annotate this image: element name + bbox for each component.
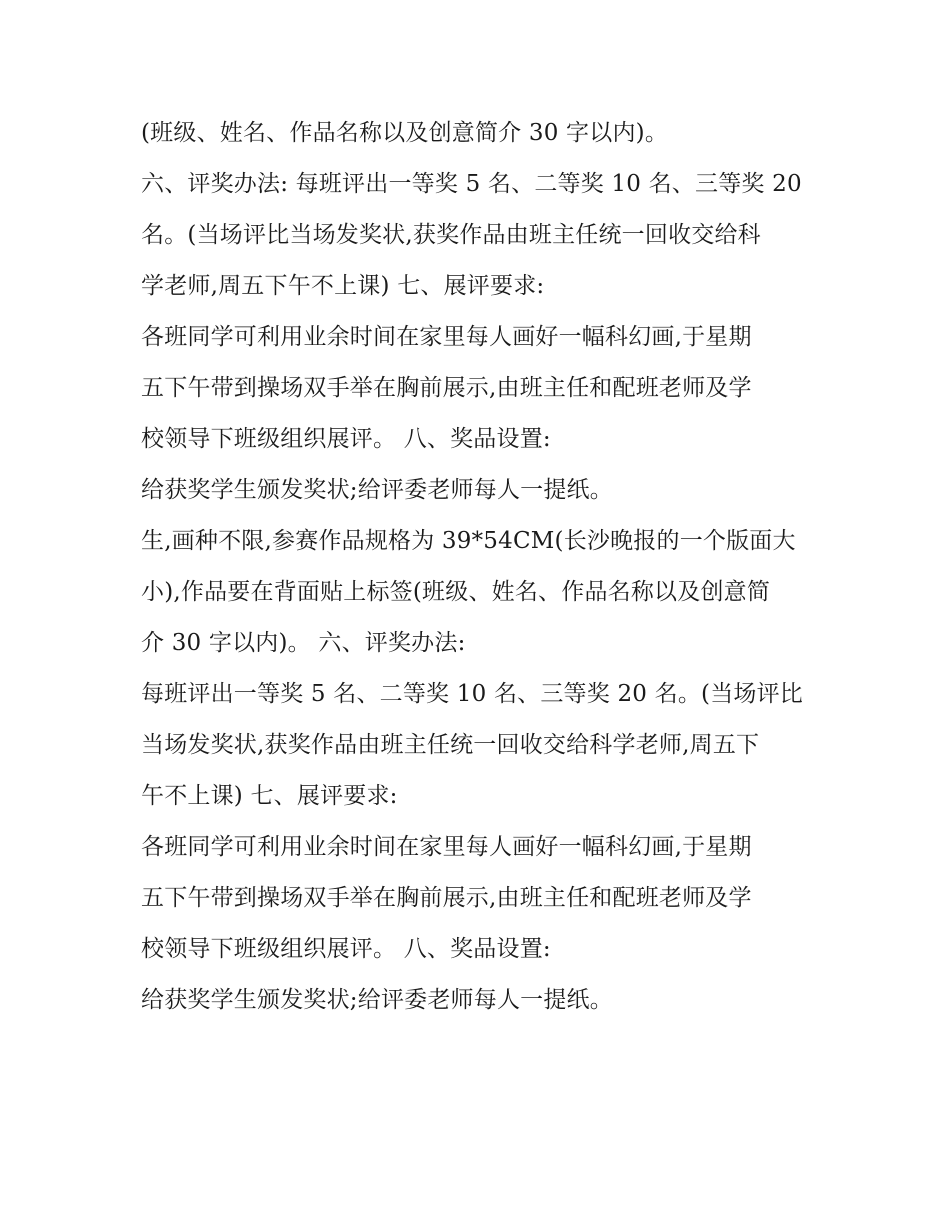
document-body bbox=[141, 108, 821, 1026]
text-line: 小),作品要在背面贴上标签(班级、姓名、作品名称以及创意简 bbox=[141, 579, 771, 605]
text-line: 生,画种不限,参赛作品规格为 39*54CM(长沙晚报的一个版面大 bbox=[141, 528, 796, 554]
text-line: 给获奖学生颁发奖状;给评委老师每人一提纸。 bbox=[141, 987, 613, 1013]
text-line: 六、评奖办法: 每班评出一等奖 5 名、二等奖 10 名、三等奖 20 bbox=[141, 171, 802, 197]
text-line: 五下午带到操场双手举在胸前展示,由班主任和配班老师及学 bbox=[141, 885, 752, 911]
text-line: 介 30 字以内)。 六、评奖办法: bbox=[141, 630, 466, 656]
text-line: 校领导下班级组织展评。 八、奖品设置: bbox=[141, 426, 551, 452]
text-line: 各班同学可利用业余时间在家里每人画好一幅科幻画,于星期 bbox=[141, 834, 752, 860]
text-line: 给获奖学生颁发奖状;给评委老师每人一提纸。 bbox=[141, 477, 613, 503]
text-line: 学老师,周五下午不上课) 七、展评要求: bbox=[141, 273, 545, 299]
text-line: 名。(当场评比当场发奖状,获奖作品由班主任统一回收交给科 bbox=[141, 222, 761, 248]
text-line: 校领导下班级组织展评。 八、奖品设置: bbox=[141, 936, 551, 962]
text-line: (班级、姓名、作品名称以及创意简介 30 字以内)。 bbox=[141, 120, 669, 146]
text-line: 各班同学可利用业余时间在家里每人画好一幅科幻画,于星期 bbox=[141, 324, 752, 350]
text-line: 五下午带到操场双手举在胸前展示,由班主任和配班老师及学 bbox=[141, 375, 752, 401]
text-line: 当场发奖状,获奖作品由班主任统一回收交给科学老师,周五下 bbox=[141, 732, 760, 758]
text-line: 午不上课) 七、展评要求: bbox=[141, 783, 398, 809]
text-line: 每班评出一等奖 5 名、二等奖 10 名、三等奖 20 名。(当场评比 bbox=[141, 681, 804, 707]
